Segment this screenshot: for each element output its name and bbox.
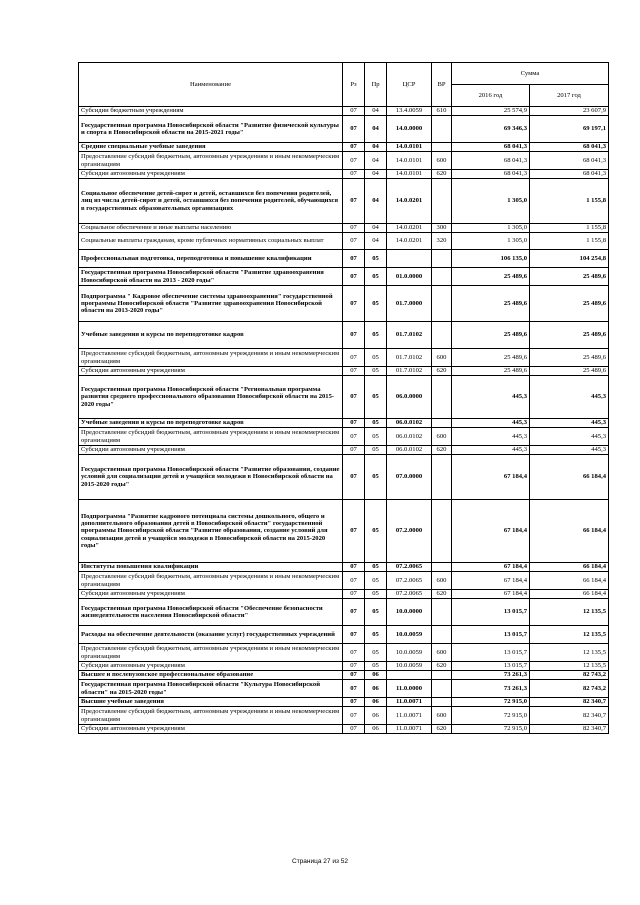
cell-2017: 68 041,3 [530,152,609,170]
cell-pr: 05 [365,268,387,286]
cell-vr: 620 [432,367,452,376]
cell-vr: 620 [432,662,452,671]
cell-pr: 05 [365,419,387,428]
cell-vr: 620 [432,446,452,455]
cell-vr [432,455,452,500]
cell-2016: 13 015,7 [452,662,530,671]
cell-2017: 66 184,4 [530,590,609,599]
cell-rz: 07 [343,224,365,233]
table-row [79,367,609,376]
cell-pr: 05 [365,599,387,626]
table-row [79,286,609,322]
cell-name: Профессиональная подготовка, переподготовка и повышение квалификации [79,250,343,268]
cell-2016: 68 041,3 [452,143,530,152]
cell-vr [432,376,452,419]
cell-name: Субсидии автономным учреждениям [79,446,343,455]
table-row [79,599,609,626]
cell-csr: 14.0.0101 [387,170,432,179]
cell-csr: 11.0.0071 [387,698,432,707]
table-row [79,428,609,446]
cell-csr: 13.4.0059 [387,107,432,116]
cell-pr: 05 [365,572,387,590]
cell-vr [432,268,452,286]
cell-rz: 07 [343,286,365,322]
cell-vr: 620 [432,170,452,179]
cell-2017: 82 340,7 [530,707,609,725]
cell-name: Государственная программа Новосибирской области "Обеспечение безопасности жизнедеятельности населения Новосибирской области" [79,599,343,626]
cell-csr: 14.0.0000 [387,116,432,143]
cell-vr: 600 [432,152,452,170]
cell-vr: 620 [432,725,452,734]
cell-2017: 82 743,2 [530,671,609,680]
cell-csr: 07.2.0065 [387,590,432,599]
cell-name: Высшие учебные заведения [79,698,343,707]
cell-2016: 25 489,6 [452,286,530,322]
cell-pr: 05 [365,367,387,376]
cell-pr: 05 [365,500,387,563]
cell-vr [432,116,452,143]
cell-pr: 06 [365,725,387,734]
cell-csr: 07.2.0065 [387,572,432,590]
cell-rz: 07 [343,446,365,455]
cell-rz: 07 [343,500,365,563]
cell-rz: 07 [343,367,365,376]
cell-csr: 11.0.0000 [387,680,432,698]
cell-pr: 04 [365,224,387,233]
table-row [79,349,609,367]
cell-csr: 01.7.0000 [387,286,432,322]
cell-csr: 01.0.0000 [387,268,432,286]
cell-name: Предоставление субсидий бюджетным, автономным учреждениям и иным некоммерческим организациям [79,572,343,590]
table-body [79,107,609,734]
cell-2016: 25 489,6 [452,367,530,376]
cell-pr: 05 [365,250,387,268]
cell-rz: 07 [343,322,365,349]
cell-rz: 07 [343,268,365,286]
cell-name: Подпрограмма "Развитие кадрового потенциала системы дошкольного, общего и дополнительного образования детей в Новосибирской области" государственной программы Новосибирской области "Развитие образования, создание условий для социализации детей и учащейся молодежи в Новосибирской области на 2015-2020 годы" [79,500,343,563]
header-2017: 2017 год [530,85,609,107]
cell-rz: 07 [343,179,365,224]
cell-vr [432,419,452,428]
cell-name: Предоставление субсидий бюджетным, автономным учреждениям и иным некоммерческим организациям [79,428,343,446]
table-row [79,250,609,268]
cell-name: Средние специальные учебные заведения [79,143,343,152]
cell-2017: 12 135,5 [530,626,609,644]
cell-2016: 13 015,7 [452,644,530,662]
cell-vr: 600 [432,349,452,367]
cell-2016: 1 305,0 [452,233,530,250]
header-name: Наименование [79,63,343,107]
table-row [79,500,609,563]
cell-2017: 12 135,5 [530,599,609,626]
cell-2017: 82 340,7 [530,698,609,707]
cell-rz: 07 [343,680,365,698]
cell-name: Государственная программа Новосибирской области "Развитие образования, создание условий для социализации детей и учащейся молодежи в Новосибирской области на 2015-2020 годы" [79,455,343,500]
cell-vr [432,626,452,644]
cell-name: Высшее и послевузовское профессиональное образование [79,671,343,680]
header-rz: Рз [343,63,365,107]
table-row [79,644,609,662]
cell-rz: 07 [343,698,365,707]
cell-vr [432,143,452,152]
cell-name: Предоставление субсидий бюджетным, автономным учреждениям и иным некоммерческим организациям [79,644,343,662]
cell-name: Подпрограмма " Кадровое обеспечение системы здравоохранения" государственной программы Новосибирской области "Развитие здравоохранения Новосибирской области на 2013-2020 годы" [79,286,343,322]
header-pr: Пр [365,63,387,107]
table-row [79,725,609,734]
cell-vr [432,500,452,563]
cell-2016: 73 261,3 [452,671,530,680]
cell-vr [432,671,452,680]
cell-pr: 05 [365,455,387,500]
cell-csr: 11.0.0071 [387,707,432,725]
cell-pr: 05 [365,626,387,644]
cell-vr: 620 [432,590,452,599]
cell-rz: 07 [343,428,365,446]
cell-pr: 05 [365,322,387,349]
cell-vr [432,680,452,698]
cell-csr: 14.0.0201 [387,233,432,250]
cell-2016: 67 184,4 [452,500,530,563]
cell-2017: 25 489,6 [530,367,609,376]
cell-2017: 82 743,2 [530,680,609,698]
cell-csr: 10.0.0059 [387,644,432,662]
cell-rz: 07 [343,143,365,152]
cell-pr: 06 [365,698,387,707]
cell-csr: 11.0.0071 [387,725,432,734]
table-row [79,107,609,116]
cell-pr: 05 [365,446,387,455]
cell-vr: 320 [432,233,452,250]
cell-pr: 04 [365,233,387,250]
cell-2016: 73 261,3 [452,680,530,698]
cell-vr [432,322,452,349]
cell-rz: 07 [343,662,365,671]
cell-pr: 04 [365,179,387,224]
table-row [79,707,609,725]
table-row [79,680,609,698]
cell-rz: 07 [343,644,365,662]
cell-name: Предоставление субсидий бюджетным, автономным учреждениям и иным некоммерческим организациям [79,707,343,725]
cell-2017: 12 135,5 [530,644,609,662]
cell-rz: 07 [343,599,365,626]
cell-vr [432,286,452,322]
cell-csr: 14.0.0101 [387,143,432,152]
cell-2016: 72 915,0 [452,707,530,725]
cell-csr: 06.0.0102 [387,428,432,446]
table-row [79,224,609,233]
cell-vr: 600 [432,707,452,725]
cell-2017: 25 489,6 [530,322,609,349]
cell-vr: 610 [432,107,452,116]
cell-name: Социальные выплаты гражданам, кроме публичных нормативных социальных выплат [79,233,343,250]
cell-2017: 66 184,4 [530,572,609,590]
cell-pr: 06 [365,680,387,698]
table-row [79,179,609,224]
cell-2017: 104 254,8 [530,250,609,268]
cell-rz: 07 [343,233,365,250]
cell-pr: 05 [365,563,387,572]
cell-2017: 82 340,7 [530,725,609,734]
cell-2016: 1 305,0 [452,224,530,233]
cell-name: Предоставление субсидий бюджетным, автономным учреждениям и иным некоммерческим организациям [79,152,343,170]
cell-csr: 06.0.0000 [387,376,432,419]
cell-rz: 07 [343,725,365,734]
cell-pr: 05 [365,376,387,419]
cell-2016: 445,3 [452,428,530,446]
cell-csr [387,671,432,680]
cell-vr [432,563,452,572]
cell-pr: 04 [365,152,387,170]
cell-name: Субсидии автономным учреждениям [79,725,343,734]
cell-2016: 68 041,3 [452,170,530,179]
cell-2016: 25 489,6 [452,349,530,367]
cell-pr: 05 [365,349,387,367]
table-row [79,662,609,671]
cell-2017: 69 197,1 [530,116,609,143]
cell-pr: 04 [365,107,387,116]
cell-vr [432,599,452,626]
table-row [79,152,609,170]
table-row [79,446,609,455]
cell-2017: 68 041,3 [530,143,609,152]
cell-2017: 66 184,4 [530,500,609,563]
cell-csr [387,250,432,268]
cell-csr: 07.0.0000 [387,455,432,500]
table-row [79,116,609,143]
cell-2017: 66 184,4 [530,563,609,572]
cell-name: Институты повышения квалификации [79,563,343,572]
page-number: Страница 27 из 52 [292,858,348,865]
cell-vr [432,250,452,268]
cell-csr: 10.0.0059 [387,662,432,671]
cell-2016: 13 015,7 [452,626,530,644]
cell-csr: 01.7.0102 [387,322,432,349]
cell-name: Учебные заведения и курсы по переподготовке кадров [79,322,343,349]
table-row [79,671,609,680]
cell-2016: 25 574,9 [452,107,530,116]
cell-rz: 07 [343,590,365,599]
cell-csr: 14.0.0101 [387,152,432,170]
cell-rz: 07 [343,707,365,725]
cell-rz: 07 [343,116,365,143]
header-vr: ВР [432,63,452,107]
cell-2016: 67 184,4 [452,455,530,500]
cell-csr: 14.0.0201 [387,179,432,224]
cell-2017: 1 155,8 [530,233,609,250]
cell-name: Государственная программа Новосибирской области "Культура Новосибирской области" на 2015-2020 годы" [79,680,343,698]
cell-rz: 07 [343,671,365,680]
budget-table [78,62,609,734]
header-csr: ЦСР [387,63,432,107]
cell-2016: 1 305,0 [452,179,530,224]
cell-pr: 05 [365,644,387,662]
cell-2016: 68 041,3 [452,152,530,170]
cell-vr: 600 [432,644,452,662]
cell-csr: 01.7.0102 [387,367,432,376]
table-header [79,63,609,107]
cell-name: Расходы на обеспечение деятельности (оказание услуг) государственных учреждений [79,626,343,644]
cell-csr: 06.0.0102 [387,419,432,428]
cell-csr: 07.2.0065 [387,563,432,572]
cell-name: Социальное обеспечение детей-сирот и детей, оставшихся без попечения родителей, лиц из числа детей-сирот и детей, оставшихся без попечения родителей, обучающихся в государственных образовательных организациях [79,179,343,224]
table-row [79,376,609,419]
cell-2016: 445,3 [452,446,530,455]
cell-name: Государственная программа Новосибирской области "Региональная программа развития среднего профессионального образования Новосибирской области на 2015-2020 годы" [79,376,343,419]
cell-rz: 07 [343,572,365,590]
cell-rz: 07 [343,349,365,367]
cell-name: Государственная программа Новосибирской области "Развитие физической культуры и спорта в Новосибирской области на 2015-2021 годы" [79,116,343,143]
cell-rz: 07 [343,152,365,170]
cell-2017: 445,3 [530,419,609,428]
table-row [79,572,609,590]
table-row [79,590,609,599]
header-sum: Сумма [452,63,609,85]
cell-2017: 1 155,8 [530,179,609,224]
table-row [79,626,609,644]
cell-rz: 07 [343,419,365,428]
table-row [79,563,609,572]
cell-rz: 07 [343,170,365,179]
cell-2017: 1 155,8 [530,224,609,233]
cell-2017: 25 489,6 [530,268,609,286]
cell-2016: 67 184,4 [452,590,530,599]
cell-2017: 25 489,6 [530,286,609,322]
cell-2016: 72 915,0 [452,698,530,707]
cell-2017: 445,3 [530,428,609,446]
cell-pr: 06 [365,707,387,725]
cell-2017: 68 041,3 [530,170,609,179]
cell-name: Социальное обеспечение и иные выплаты населению [79,224,343,233]
cell-2017: 12 135,5 [530,662,609,671]
cell-vr: 600 [432,428,452,446]
cell-2017: 23 607,9 [530,107,609,116]
cell-name: Учебные заведения и курсы по переподготовке кадров [79,419,343,428]
cell-name: Субсидии автономным учреждениям [79,170,343,179]
cell-2016: 67 184,4 [452,572,530,590]
cell-rz: 07 [343,563,365,572]
cell-csr: 14.0.0201 [387,224,432,233]
cell-vr [432,698,452,707]
table-row [79,170,609,179]
cell-vr: 300 [432,224,452,233]
cell-2016: 72 915,0 [452,725,530,734]
cell-2017: 445,3 [530,446,609,455]
cell-csr: 01.7.0102 [387,349,432,367]
table-row [79,143,609,152]
cell-2017: 25 489,6 [530,349,609,367]
cell-rz: 07 [343,626,365,644]
cell-2016: 445,3 [452,419,530,428]
cell-2016: 445,3 [452,376,530,419]
cell-rz: 07 [343,250,365,268]
table-row [79,455,609,500]
table-row [79,698,609,707]
cell-2017: 66 184,4 [530,455,609,500]
cell-csr: 07.2.0000 [387,500,432,563]
table-row [79,233,609,250]
cell-pr: 06 [365,671,387,680]
cell-csr: 10.0.0059 [387,626,432,644]
cell-vr [432,179,452,224]
cell-vr: 600 [432,572,452,590]
cell-name: Субсидии бюджетным учреждениям [79,107,343,116]
cell-name: Субсидии автономным учреждениям [79,662,343,671]
cell-csr: 10.0.0000 [387,599,432,626]
cell-name: Субсидии автономным учреждениям [79,590,343,599]
cell-pr: 05 [365,286,387,322]
cell-name: Государственная программа Новосибирской области "Развитие здравоохранения Новосибирской области на 2013 - 2020 годы" [79,268,343,286]
cell-pr: 05 [365,590,387,599]
cell-csr: 06.0.0102 [387,446,432,455]
cell-2016: 25 489,6 [452,268,530,286]
table-row [79,419,609,428]
cell-pr: 05 [365,662,387,671]
cell-rz: 07 [343,107,365,116]
cell-pr: 04 [365,143,387,152]
cell-pr: 04 [365,116,387,143]
cell-2017: 445,3 [530,376,609,419]
cell-2016: 69 346,3 [452,116,530,143]
cell-2016: 13 015,7 [452,599,530,626]
cell-name: Субсидии автономным учреждениям [79,367,343,376]
header-2016: 2016 год [452,85,530,107]
cell-pr: 05 [365,428,387,446]
cell-name: Предоставление субсидий бюджетным, автономным учреждениям и иным некоммерческим организациям [79,349,343,367]
cell-pr: 04 [365,170,387,179]
cell-2016: 67 184,4 [452,563,530,572]
cell-rz: 07 [343,455,365,500]
cell-2016: 25 489,6 [452,322,530,349]
cell-rz: 07 [343,376,365,419]
table-row [79,268,609,286]
table-row [79,322,609,349]
cell-2016: 106 135,0 [452,250,530,268]
